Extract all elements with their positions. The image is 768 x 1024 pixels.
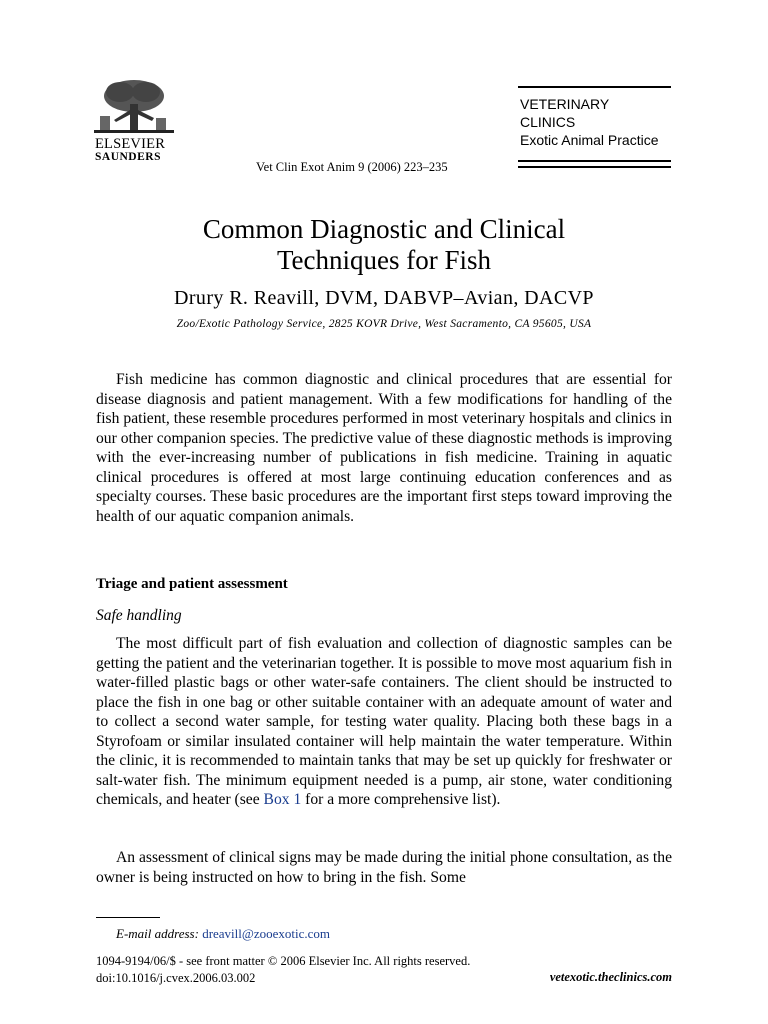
copyright-text: 1094-9194/06/$ - see front matter © 2006 Elsevier Inc. All rights reserved.: [96, 954, 471, 968]
journal-rule-bottom-2: [518, 166, 671, 168]
email-link[interactable]: dreavill@zooexotic.com: [202, 926, 331, 941]
subsection-heading: Safe handling: [96, 607, 182, 624]
journal-name: [520, 95, 659, 149]
abstract-text: Fish medicine has common diagnostic and clinical procedures that are essential for disease diagnosis and patient management. With a few modifications for handling of the fish patient, these resemble procedures performed in most veterinary hospitals and clinics in our other companion species. The predictive value of these diagnostic methods is improving with the ever-increasing number of publications in fish medicine. Training in aquatic clinical procedures is offered at most large continuing education conferences and as specialty courses. These basic procedures are the important first steps toward improving the health of our aquatic companion animals.: [96, 371, 672, 525]
author-name: Drury R. Reavill, DVM, DABVP–Avian, DACVP: [174, 287, 594, 309]
box-1-link[interactable]: Box 1: [263, 791, 302, 808]
imprint-name: SAUNDERS: [95, 151, 161, 163]
author-affiliation: Zoo/Exotic Pathology Service, 2825 KOVR Drive, West Sacramento, CA 95605, USA: [176, 318, 592, 330]
journal-rule-top: [518, 86, 671, 88]
body-paragraph-text-end: for a more comprehensive list).: [301, 791, 501, 808]
journal-name-line1: VETERINARY: [520, 96, 610, 112]
author-email-footnote: [116, 926, 330, 942]
article-title-line1: Common Diagnostic and Clinical: [202, 214, 566, 244]
article-title: [84, 214, 684, 276]
publisher-name: ELSEVIER: [95, 136, 166, 152]
journal-name-line3: Exotic Animal Practice: [520, 132, 659, 148]
abstract-paragraph: [96, 370, 672, 526]
journal-rule-bottom-1: [518, 160, 671, 162]
email-label: E-mail address:: [116, 926, 199, 941]
article-title-line2: Techniques for Fish: [276, 245, 492, 275]
body-paragraph-2-text: An assessment of clinical signs may be made during the initial phone consultation, as the owner is being instructed on how to bring in the fish. Some: [96, 849, 672, 886]
journal-citation: Vet Clin Exot Anim 9 (2006) 223–235: [256, 160, 448, 174]
doi-text: doi:10.1016/j.cvex.2006.03.002: [96, 971, 256, 985]
elsevier-tree-logo-icon: [94, 78, 174, 138]
footnote-rule: [96, 917, 160, 918]
body-paragraph-2: [96, 848, 672, 887]
body-paragraph: [96, 634, 672, 810]
body-paragraph-text: The most difficult part of fish evaluation and collection of diagnostic samples can be getting the patient and the veterinarian together. It is possible to move most aquarium fish in water-filled plastic bags or other water-safe containers. The client should be instructed to place the fish in one bag or other suitable container with an adequate amount of water and to collect a second water sample, for testing water quality. Placing both these bags in a Styrofoam or similar insulated container will help maintain the water temperature. Within the clinic, it is recommended to maintain tanks that may be set up quickly for freshwater or salt-water fish. The minimum equipment needed is a pump, air stone, water conditioning chemicals, and heater (see: [96, 635, 672, 808]
section-heading: Triage and patient assessment: [96, 576, 288, 592]
copyright-block: [96, 953, 470, 987]
journal-name-line2: CLINICS: [520, 114, 576, 130]
journal-website[interactable]: vetexotic.theclinics.com: [549, 970, 672, 984]
